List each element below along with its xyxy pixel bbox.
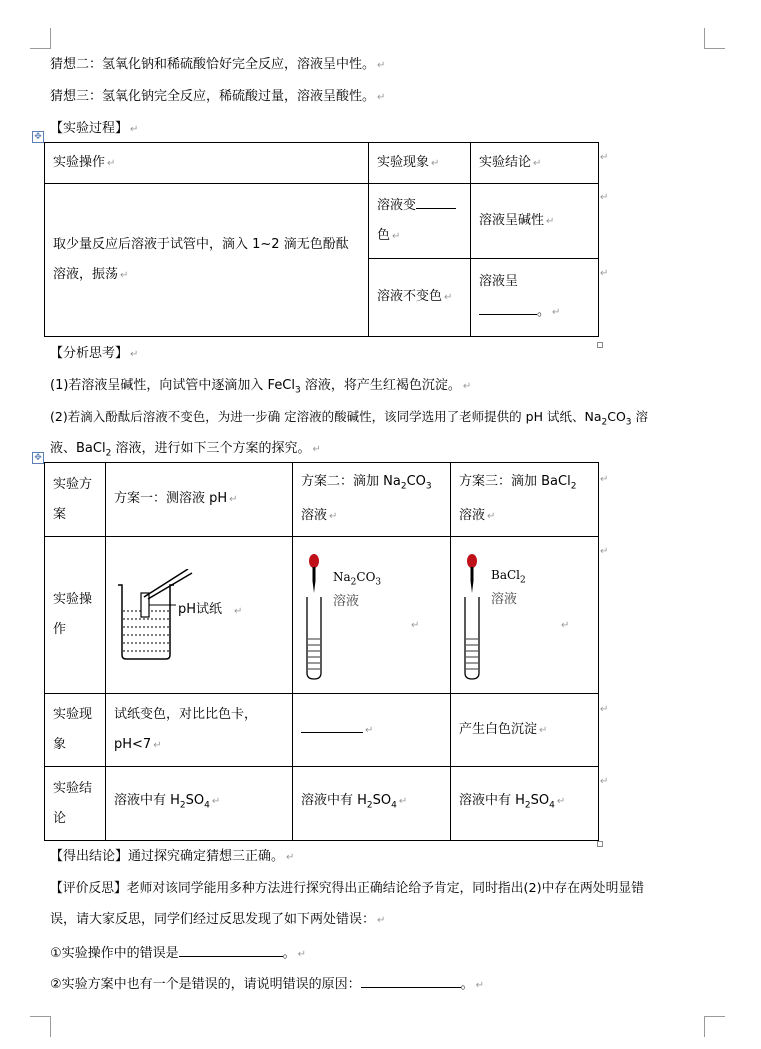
bacl2-solution-label: 溶液 bbox=[491, 592, 518, 607]
ph-paper-label: pH试纸 bbox=[178, 602, 223, 617]
conclusion-2: 溶液中有 $H_2SO_4$ ↵ bbox=[293, 767, 451, 841]
observation-2-blank: ↵ bbox=[293, 694, 451, 767]
row-end-mark: ↵ bbox=[600, 474, 609, 485]
row-end-mark: ↵ bbox=[600, 268, 609, 279]
ph-paper-illustration-cell: pH试纸 ↵ bbox=[106, 537, 293, 694]
evaluation-line-2: 误，请大家反思，同学们经过反思发现了如下两处错误： ↵ bbox=[50, 912, 386, 927]
row-end-mark: ↵ bbox=[600, 776, 609, 787]
plan-2-header: 方案二：滴加 $Na_2CO_3$ 溶液 ↵ bbox=[293, 463, 451, 537]
row-end-mark: ↵ bbox=[600, 546, 609, 557]
section-heading-analysis: 【分析思考】 ↵ bbox=[50, 346, 139, 361]
conclusion-1: 溶液中有 $H_2SO_4$ ↵ bbox=[106, 767, 293, 841]
row-end-mark: ↵ bbox=[600, 152, 609, 163]
row-end-mark: ↵ bbox=[600, 704, 609, 715]
hypothesis-2: 猜想二：氢氧化钠和稀硫酸恰好完全反应，溶液呈中性。 ↵ bbox=[50, 57, 386, 72]
observation-1: 试纸变色，对比比色卡， pH<7 ↵ bbox=[106, 694, 293, 767]
experiment-table-2 bbox=[44, 462, 599, 841]
section-heading-process: 【实验过程】 ↵ bbox=[50, 121, 139, 136]
phenomenon-cell-1: 溶液变 色 ↵ bbox=[369, 184, 471, 259]
conclusion-cell-2: 溶液呈 。 ↵ bbox=[471, 259, 599, 337]
page-corner-mark bbox=[30, 1016, 51, 1037]
row-label-operation: 实验操 作 bbox=[45, 537, 106, 694]
na2co3-illustration-cell: $Na_2CO_3$ 溶液 ↵ bbox=[293, 537, 451, 694]
observation-3: 产生白色沉淀 ↵ bbox=[451, 694, 599, 767]
operation-cell: 取少量反应后溶液于试管中，滴入 1~2 滴无色酚酞 溶液，振荡 ↵ bbox=[45, 184, 369, 337]
row-label-observation: 实验现 象 bbox=[45, 694, 106, 767]
experiment-table-1 bbox=[44, 142, 599, 337]
question-2-line-2: 液、BaCl$_2$ 溶液，进行如下三个方案的探究。 ↵ bbox=[50, 441, 321, 459]
bacl2-illustration-cell: BaCl$_2$ 溶液 ↵ bbox=[451, 537, 599, 694]
plan-1-header: 方案一：测溶液 pH ↵ bbox=[106, 463, 293, 537]
na2co3-solution-label: 溶液 bbox=[333, 594, 360, 609]
hypothesis-3: 猜想三：氢氧化钠完全反应，稀硫酸过量，溶液呈酸性。 ↵ bbox=[50, 89, 386, 104]
row-label-conclusion: 实验结 论 bbox=[45, 767, 106, 841]
table-anchor-icon[interactable]: ✥ bbox=[32, 452, 44, 464]
page-corner-mark bbox=[30, 28, 51, 49]
error-2-question: ②实验方案中也有一个是错误的，请说明错误的原因： 。 ↵ bbox=[50, 974, 710, 995]
header-conclusion: 实验结论 ↵ bbox=[471, 143, 599, 184]
row-label-plan: 实验方 案 bbox=[45, 463, 106, 537]
bacl2-label: BaCl$_2$ bbox=[491, 568, 526, 586]
plan-3-header: 方案三：滴加 BaCl$_2$ 溶液 ↵ bbox=[451, 463, 599, 537]
phenomenon-cell-2: 溶液不变色 ↵ bbox=[369, 259, 471, 337]
header-operation: 实验操作 ↵ bbox=[45, 143, 369, 184]
conclusion-cell-1: 溶液呈碱性 ↵ bbox=[471, 184, 599, 259]
row-end-mark: ↵ bbox=[600, 192, 609, 203]
header-phenomenon: 实验现象 ↵ bbox=[369, 143, 471, 184]
question-1: (1)若溶液呈碱性，向试管中逐滴加入 FeCl$_3$ 溶液，将产生红褐色沉淀。 ↵ bbox=[50, 378, 472, 396]
conclusion-3: 溶液中有 $H_2SO_4$ ↵ bbox=[451, 767, 599, 841]
error-1-question: ①实验操作中的错误是 。 ↵ bbox=[50, 943, 710, 964]
page-corner-mark bbox=[704, 28, 725, 49]
table-anchor-icon[interactable]: ✥ bbox=[32, 131, 44, 143]
dropper-tube-icon bbox=[301, 553, 327, 683]
table-resize-handle[interactable] bbox=[597, 841, 603, 847]
dropper-tube-icon bbox=[459, 553, 485, 683]
question-2-line-1: (2)若滴入酚酞后溶液不变色，为进一步确 定溶液的酸碱性，该同学选用了老师提供的 pH 试纸、$Na_2CO_3$ 溶 bbox=[50, 409, 649, 428]
evaluation-line-1: 【评价反思】老师对该同学能用多种方法进行探究得出正确结论给予肯定，同时指出(2)中存在两处明显错 bbox=[50, 881, 644, 896]
na2co3-label: $Na_2CO_3$ bbox=[333, 570, 382, 588]
conclusion-line: 【得出结论】通过探究确定猜想三正确。 ↵ bbox=[50, 849, 295, 864]
page-corner-mark bbox=[704, 1016, 725, 1037]
